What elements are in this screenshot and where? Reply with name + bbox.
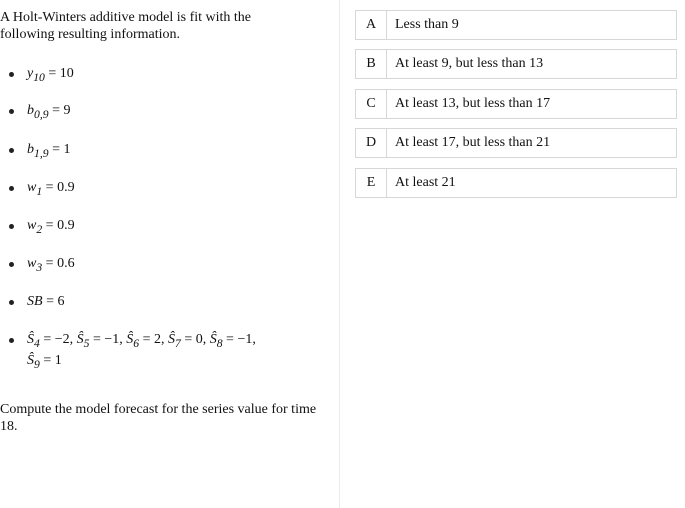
option-text: At least 13, but less than 17 (395, 96, 551, 111)
option-text: At least 21 (395, 175, 456, 190)
bullet-dot-icon (9, 109, 14, 114)
given-value-formula: $Ŝ_4 = -2$, $Ŝ_5 = -1$, $Ŝ_6 = 2$, $Ŝ_7 = 0$, $Ŝ_8 = -1$, $Ŝ_9 = 1$ (27, 332, 256, 371)
bullet-dot-icon (9, 338, 14, 343)
answer-option-a[interactable] (355, 10, 677, 40)
answer-option-d[interactable] (355, 128, 677, 158)
given-value-formula: $w_2 = 0.9$ (27, 218, 75, 236)
question-panel (0, 0, 340, 508)
given-value-formula: $y_{10} = 10$ (27, 66, 74, 84)
given-value-formula: $b_{0,9} = 9$ (27, 103, 71, 121)
given-value-formula: SB = 6 (27, 294, 65, 309)
given-value-formula: $b_{1,9} = 1$ (27, 142, 71, 160)
option-text: Less than 9 (395, 17, 459, 32)
bullet-dot-icon (9, 186, 14, 191)
answer-option-c[interactable] (355, 89, 677, 119)
answer-option-b[interactable] (355, 49, 677, 79)
option-letter: D (356, 129, 387, 157)
bullet-dot-icon (9, 148, 14, 153)
option-letter: C (356, 90, 387, 118)
bullet-dot-icon (9, 300, 14, 305)
option-letter: B (356, 50, 387, 78)
option-text: At least 9, but less than 13 (395, 56, 544, 71)
bullet-dot-icon (9, 262, 14, 267)
given-value-formula: $w_1 = 0.9$ (27, 180, 75, 198)
question-prompt: Compute the model forecast for the series value for time 18. (0, 402, 317, 434)
given-value-formula: $w_3 = 0.6$ (27, 256, 75, 274)
option-letter: A (356, 11, 387, 39)
bullet-dot-icon (9, 72, 14, 77)
answer-option-e[interactable] (355, 168, 677, 198)
option-letter: E (356, 169, 387, 197)
option-text: At least 17, but less than 21 (395, 135, 551, 150)
question-intro: A Holt-Winters additive model is fit with the following resulting information. (0, 10, 252, 42)
bullet-dot-icon (9, 224, 14, 229)
